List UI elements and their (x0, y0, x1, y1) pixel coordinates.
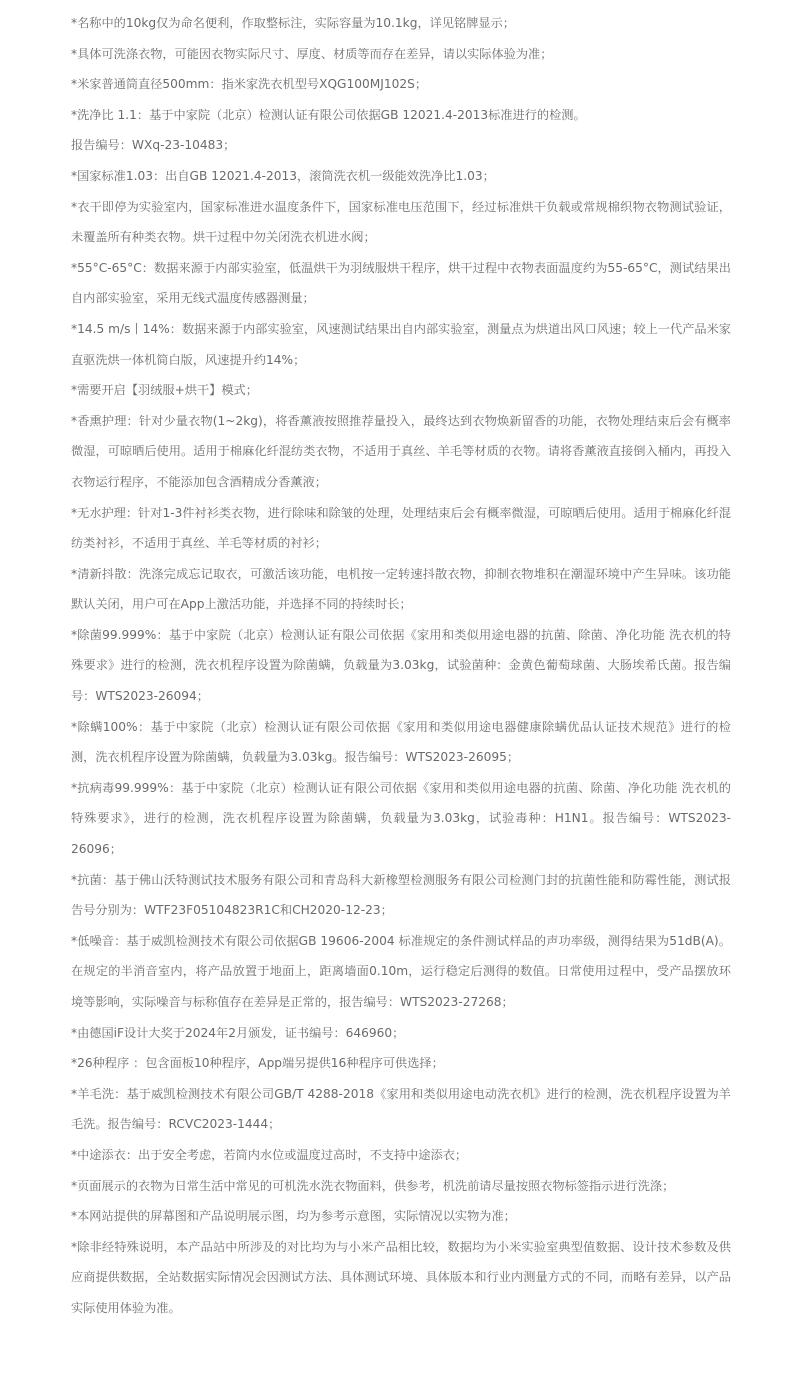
disclaimer-note: *低噪音：基于威凯检测技术有限公司依据GB 19606-2004 标准规定的条件测试样品的声功率级，测得结果为51dB(A)。在规定的半消音室内，将产品放置于地面上，距离墙面0.10m，运行稳定后测得的数值。日常使用过程中，受产品摆放环境等影响，实际噪音与标称值存在差异是正常的，报告编号：WTS2023-27268； (71, 933, 731, 1009)
disclaimer-note: *洗净比 1.1：基于中家院（北京）检测认证有限公司依据GB 12021.4-2013标准进行的检测。 (71, 107, 586, 122)
disclaimer-note: *中途添衣：出于安全考虑，若筒内水位或温度过高时，不支持中途添衣； (71, 1147, 468, 1162)
disclaimer-notes-list (71, 8, 731, 1324)
disclaimer-note: *抗菌：基于佛山沃特测试技术服务有限公司和青岛科大新橡塑检测服务有限公司检测门封的抗菌性能和防霉性能，测试报告号分别为：WTF23F05104823R1C和CH2020-12-23； (71, 872, 731, 918)
disclaimer-note: *26种程序 ：包含面板10种程序，App端另提供16种程序可供选择； (71, 1056, 444, 1071)
disclaimer-note: *由德国iF设计大奖于2024年2月颁发，证书编号：646960； (71, 1025, 405, 1040)
disclaimer-note: *除非经特殊说明，本产品站中所涉及的对比均为与小米产品相比较，数据均为小米实验室典型值数据、设计技术参数及供应商提供数据，全站数据实际情况会因测试方法、具体测试环境、具体版本和行业内测量方式的不同，而略有差异，以产品实际使用体验为准。 (71, 1239, 731, 1315)
disclaimer-note: *具体可洗涤衣物，可能因衣物实际尺寸、厚度、材质等而存在差异，请以实际体验为准； (71, 46, 553, 61)
disclaimer-note: *需要开启【羽绒服+烘干】模式； (71, 383, 258, 398)
disclaimer-note: *衣干即停为实验室内，国家标准进水温度条件下，国家标准电压范围下，经过标准烘干负载或常规棉织物衣物测试验证，未覆盖所有种类衣物。烘干过程中勿关闭洗衣机进水阀； (71, 199, 731, 245)
disclaimer-note: *抗病毒99.999%：基于中家院（北京）检测认证有限公司依据《家用和类似用途电器的抗菌、除菌、净化功能 洗衣机的特殊要求》，进行的检测，洗衣机程序设置为除菌螨，负载量为3.03kg，试验毒种：H1N1。报告编号：WTS2023-26096； (71, 780, 731, 857)
disclaimer-note: *米家普通筒直径500mm：指米家洗衣机型号XQG100MJ102S； (71, 77, 428, 92)
disclaimer-note: 报告编号：WXq-23-10483； (71, 138, 236, 153)
disclaimer-note: *页面展示的衣物为日常生活中常见的可机洗水洗衣物面料，供参考，机洗前请尽量按照衣物标签指示进行洗涤； (71, 1178, 675, 1193)
disclaimer-note: *除菌99.999%：基于中家院（北京）检测认证有限公司依据《家用和类似用途电器的抗菌、除菌、净化功能 洗衣机的特殊要求》进行的检测，洗衣机程序设置为除菌螨，负载量为3.03kg，试验菌种：金黄色葡萄球菌、大肠埃希氏菌。报告编号：WTS2023-26094； (71, 627, 731, 704)
disclaimer-note: *羊毛洗：基于威凯检测技术有限公司GB/T 4288-2018《家用和类似用途电动洗衣机》进行的检测，洗衣机程序设置为羊毛洗。报告编号：RCVC2023-1444； (71, 1086, 731, 1132)
disclaimer-note: *本网站提供的屏幕图和产品说明展示图，均为参考示意图，实际情况以实物为准； (71, 1209, 516, 1224)
disclaimer-note: *无水护理：针对1-3件衬衫类衣物，进行除味和除皱的处理，处理结束后会有概率微湿，可晾晒后使用。适用于棉麻化纤混纺类衬衫，不适用于真丝、羊毛等材质的衬衫； (71, 505, 731, 551)
disclaimer-note: *清新抖散：洗涤完成忘记取衣，可激活该功能，电机按一定转速抖散衣物，抑制衣物堆积在潮湿环境中产生异味。该功能默认关闭，用户可在App上激活功能，并选择不同的持续时长； (71, 566, 731, 612)
disclaimer-note: *国家标准1.03：出自GB 12021.4-2013，滚筒洗衣机一级能效洗净比1.03； (71, 168, 495, 183)
disclaimer-note: *55°C-65°C：数据来源于内部实验室，低温烘干为羽绒服烘干程序，烘干过程中衣物表面温度约为55-65°C，测试结果出自内部实验室，采用无线式温度传感器测量； (71, 260, 731, 306)
disclaimer-note: *除螨100%：基于中家院（北京）检测认证有限公司依据《家用和类似用途电器健康除螨优品认证技术规范》进行的检测，洗衣机程序设置为除菌螨，负载量为3.03kg。报告编号：WTS2023-26095； (71, 719, 731, 765)
disclaimer-note: *香熏护理：针对少量衣物(1~2kg)，将香薰液按照推荐量投入，最终达到衣物焕新留香的功能，衣物处理结束后会有概率微湿，可晾晒后使用。适用于棉麻化纤混纺类衣物，不适用于真丝、羊毛等材质的衣物。请将香薰液直接倒入桶内，再投入衣物运行程序，不能添加包含酒精成分香薰液； (71, 413, 731, 489)
disclaimer-note: *名称中的10kg仅为命名便利，作取整标注，实际容量为10.1kg，详见铭牌显示； (71, 16, 515, 30)
disclaimer-note: *14.5 m/s丨14%：数据来源于内部实验室，风速测试结果出自内部实验室，测量点为烘道出风口风速；较上一代产品米家直驱洗烘一体机简白版，风速提升约14%； (71, 321, 731, 367)
